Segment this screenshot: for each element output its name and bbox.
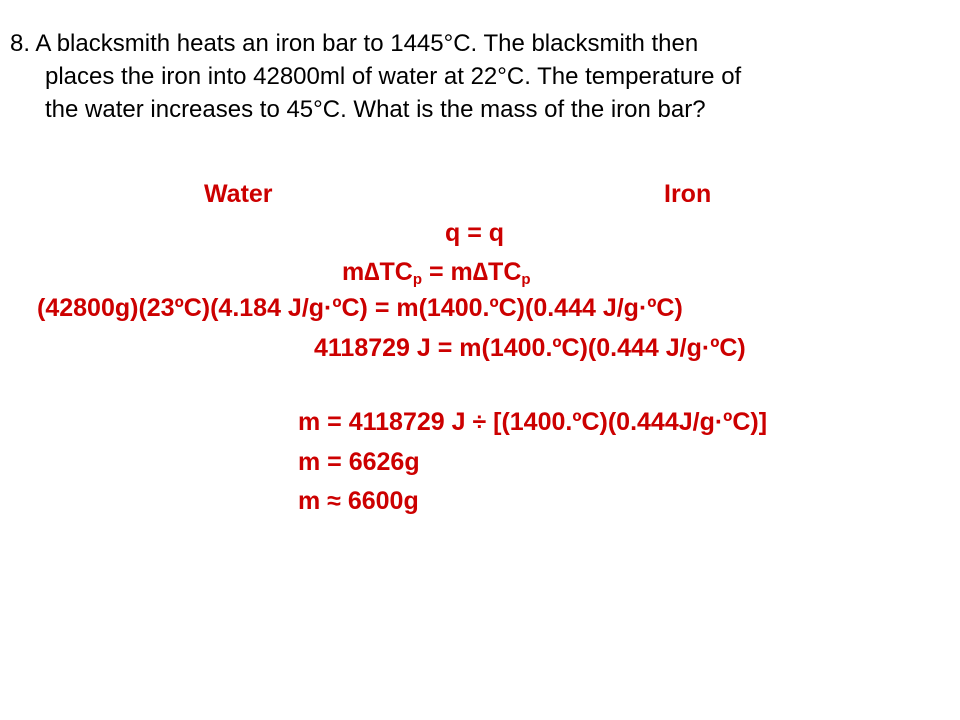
substitution-equation: (42800g)(23ºC)(4.184 J/g·ºC) = m(1400.ºC)(0.444 J/g·ºC) <box>37 294 683 322</box>
problem-statement <box>10 27 950 126</box>
heat-formula-left: m∆TC <box>342 258 413 286</box>
problem-line-2: places the iron into 42800ml of water at 22°C. The temperature of <box>45 63 742 90</box>
solve-for-mass-equation: m = 4118729 J ÷ [(1400.ºC)(0.444J/g·ºC)] <box>298 408 768 436</box>
heat-formula-equation <box>342 258 531 287</box>
mass-rounded-result: m ≈ 6600g <box>298 487 419 515</box>
heat-formula-right: = m∆TC <box>422 258 522 286</box>
heat-formula-subscript-left: p <box>412 271 423 288</box>
heat-balance-equation: q = q <box>445 219 505 247</box>
problem-line-1: 8. A blacksmith heats an iron bar to 1445°C. The blacksmith then <box>10 30 699 57</box>
water-label: Water <box>204 180 273 208</box>
iron-label: Iron <box>664 180 712 208</box>
problem-line-3: the water increases to 45°C. What is the mass of the iron bar? <box>45 96 706 123</box>
mass-exact-result: m = 6626g <box>298 448 420 476</box>
heat-formula-subscript-right: p <box>521 271 531 288</box>
simplified-equation: 4118729 J = m(1400.ºC)(0.444 J/g·ºC) <box>314 334 746 362</box>
